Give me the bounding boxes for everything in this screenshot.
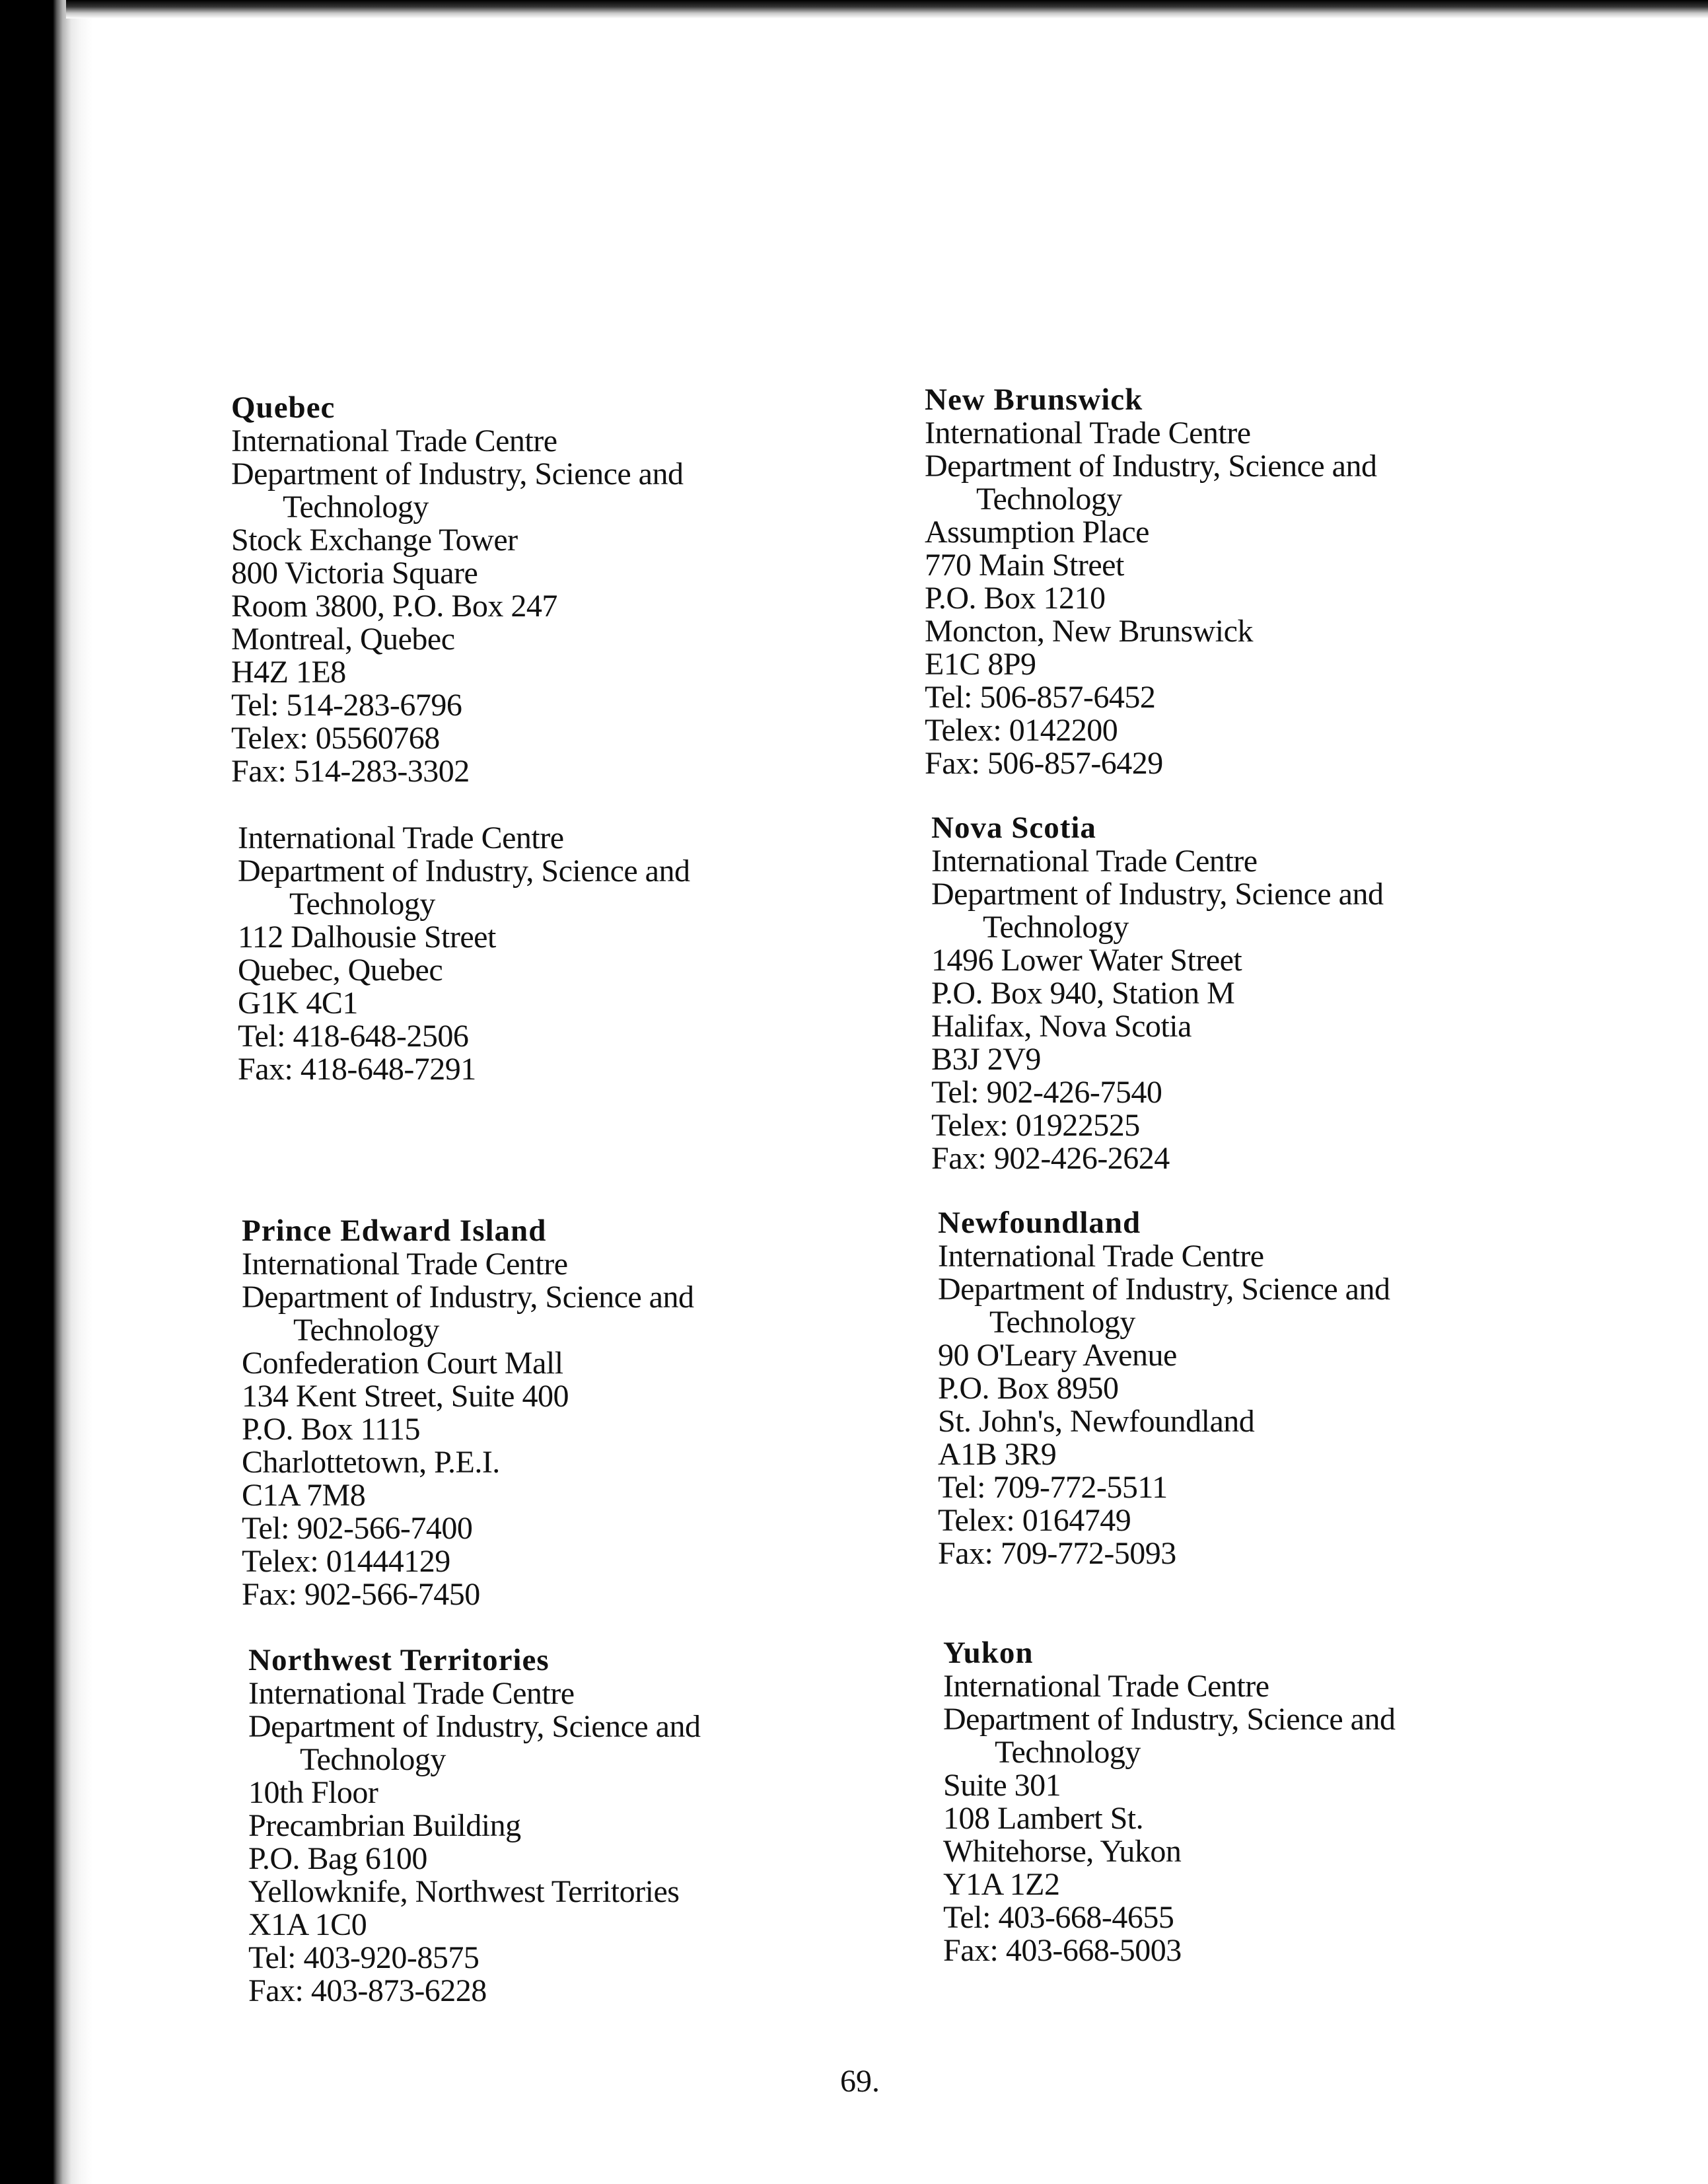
city-province: Montreal, Quebec: [231, 622, 455, 657]
city-province: Halifax, Nova Scotia: [931, 1009, 1192, 1044]
office-name: International Trade Centre: [231, 423, 557, 458]
street-address: 1496 Lower Water Street: [931, 943, 1242, 978]
department-name: Department of Industry, Science and: [242, 1280, 694, 1315]
city-territory: Yellowknife, Northwest Territories: [248, 1874, 680, 1909]
city-territory: Whitehorse, Yukon: [943, 1834, 1182, 1869]
telex: Telex: 01922525: [931, 1108, 1140, 1143]
yukon-office: [943, 1636, 1604, 1967]
prince-edward-island-office: [242, 1214, 902, 1611]
city-province: Quebec, Quebec: [238, 953, 443, 988]
telex: Telex: 01444129: [242, 1544, 450, 1579]
city-province: St. John's, Newfoundland: [938, 1404, 1255, 1439]
fax: Fax: 403-668-5003: [943, 1933, 1182, 1968]
po-box: P.O. Box 8950: [938, 1371, 1119, 1406]
city-province: Charlottetown, P.E.I.: [242, 1445, 500, 1480]
department-name-continued: Technology: [293, 1313, 439, 1348]
telephone: Tel: 902-566-7400: [242, 1511, 473, 1546]
office-name: International Trade Centre: [943, 1669, 1269, 1704]
office-name: International Trade Centre: [938, 1239, 1264, 1274]
telephone: Tel: 902-426-7540: [931, 1075, 1162, 1110]
department-name-continued: Technology: [283, 490, 429, 525]
street-address: 134 Kent Street, Suite 400: [242, 1379, 569, 1414]
city-province: Moncton, New Brunswick: [925, 614, 1253, 649]
section-heading-nova-scotia: Nova Scotia: [931, 811, 1096, 845]
department-name-continued: Technology: [289, 887, 435, 922]
building: Confederation Court Mall: [242, 1346, 563, 1381]
telex: Telex: 0164749: [938, 1503, 1131, 1538]
room-po-box: Room 3800, P.O. Box 247: [231, 589, 557, 624]
office-name: International Trade Centre: [248, 1676, 575, 1711]
po-box: P.O. Box 1115: [242, 1412, 420, 1447]
postal-code: H4Z 1E8: [231, 655, 346, 690]
telephone: Tel: 403-668-4655: [943, 1900, 1174, 1935]
telex: Telex: 0142200: [925, 713, 1118, 748]
postal-code: Y1A 1Z2: [943, 1867, 1060, 1902]
department-name: Department of Industry, Science and: [231, 456, 684, 491]
section-heading-pei: Prince Edward Island: [242, 1214, 547, 1248]
quebec-montreal-office: [231, 391, 892, 788]
section-heading-newfoundland: Newfoundland: [938, 1206, 1141, 1240]
scan-top-edge: [66, 0, 1708, 18]
po-bag: P.O. Bag 6100: [248, 1841, 427, 1876]
street-address: 90 O'Leary Avenue: [938, 1338, 1177, 1373]
street-address: 112 Dalhousie Street: [238, 920, 496, 955]
section-heading-quebec: Quebec: [231, 390, 336, 425]
building: Assumption Place: [925, 515, 1149, 550]
newfoundland-office: [938, 1206, 1598, 1570]
department-name: Department of Industry, Science and: [925, 449, 1377, 484]
telephone: Tel: 709-772-5511: [938, 1470, 1168, 1505]
floor: 10th Floor: [248, 1775, 378, 1810]
department-name: Department of Industry, Science and: [931, 877, 1384, 912]
nova-scotia-office: [931, 811, 1592, 1175]
office-name: International Trade Centre: [242, 1247, 568, 1282]
section-heading-yukon: Yukon: [943, 1636, 1034, 1670]
department-name-continued: Technology: [300, 1742, 446, 1777]
suite: Suite 301: [943, 1768, 1061, 1803]
department-name: Department of Industry, Science and: [943, 1702, 1396, 1737]
telex: Telex: 05560768: [231, 721, 440, 756]
postal-code: B3J 2V9: [931, 1042, 1041, 1077]
telephone: Tel: 403-920-8575: [248, 1940, 480, 1975]
department-name: Department of Industry, Science and: [248, 1709, 701, 1744]
section-heading-new-brunswick: New Brunswick: [925, 382, 1143, 417]
department-name-continued: Technology: [976, 482, 1122, 517]
fax: Fax: 403-873-6228: [248, 1973, 487, 2008]
fax: Fax: 709-772-5093: [938, 1536, 1176, 1571]
office-name: International Trade Centre: [238, 820, 564, 855]
postal-code: A1B 3R9: [938, 1437, 1057, 1472]
po-box: P.O. Box 1210: [925, 581, 1106, 616]
section-heading-nwt: Northwest Territories: [248, 1643, 550, 1677]
fax: Fax: 506-857-6429: [925, 746, 1163, 781]
po-box: P.O. Box 940, Station M: [931, 976, 1235, 1011]
building: Stock Exchange Tower: [231, 523, 518, 558]
quebec-city-office: [238, 822, 898, 1086]
street-address: 770 Main Street: [925, 548, 1124, 583]
department-name-continued: Technology: [983, 910, 1129, 945]
department-name: Department of Industry, Science and: [938, 1272, 1390, 1307]
street-address: 108 Lambert St.: [943, 1801, 1144, 1836]
fax: Fax: 902-426-2624: [931, 1141, 1170, 1176]
postal-code: G1K 4C1: [238, 986, 358, 1021]
office-name: International Trade Centre: [925, 416, 1251, 451]
northwest-territories-office: [248, 1644, 909, 2008]
building: Precambrian Building: [248, 1808, 521, 1843]
office-name: International Trade Centre: [931, 844, 1258, 879]
fax: Fax: 514-283-3302: [231, 754, 470, 789]
postal-code: X1A 1C0: [248, 1907, 367, 1942]
telephone: Tel: 514-283-6796: [231, 688, 462, 723]
department-name: Department of Industry, Science and: [238, 854, 690, 889]
telephone: Tel: 418-648-2506: [238, 1019, 469, 1054]
page-number: 69.: [840, 2064, 880, 2099]
new-brunswick-office: [925, 383, 1585, 780]
fax: Fax: 902-566-7450: [242, 1577, 480, 1612]
telephone: Tel: 506-857-6452: [925, 680, 1156, 715]
scan-left-edge: [0, 0, 92, 2184]
street-address: 800 Victoria Square: [231, 556, 478, 591]
department-name-continued: Technology: [995, 1735, 1141, 1770]
department-name-continued: Technology: [989, 1305, 1135, 1340]
fax: Fax: 418-648-7291: [238, 1052, 476, 1087]
postal-code: C1A 7M8: [242, 1478, 366, 1513]
postal-code: E1C 8P9: [925, 647, 1036, 682]
